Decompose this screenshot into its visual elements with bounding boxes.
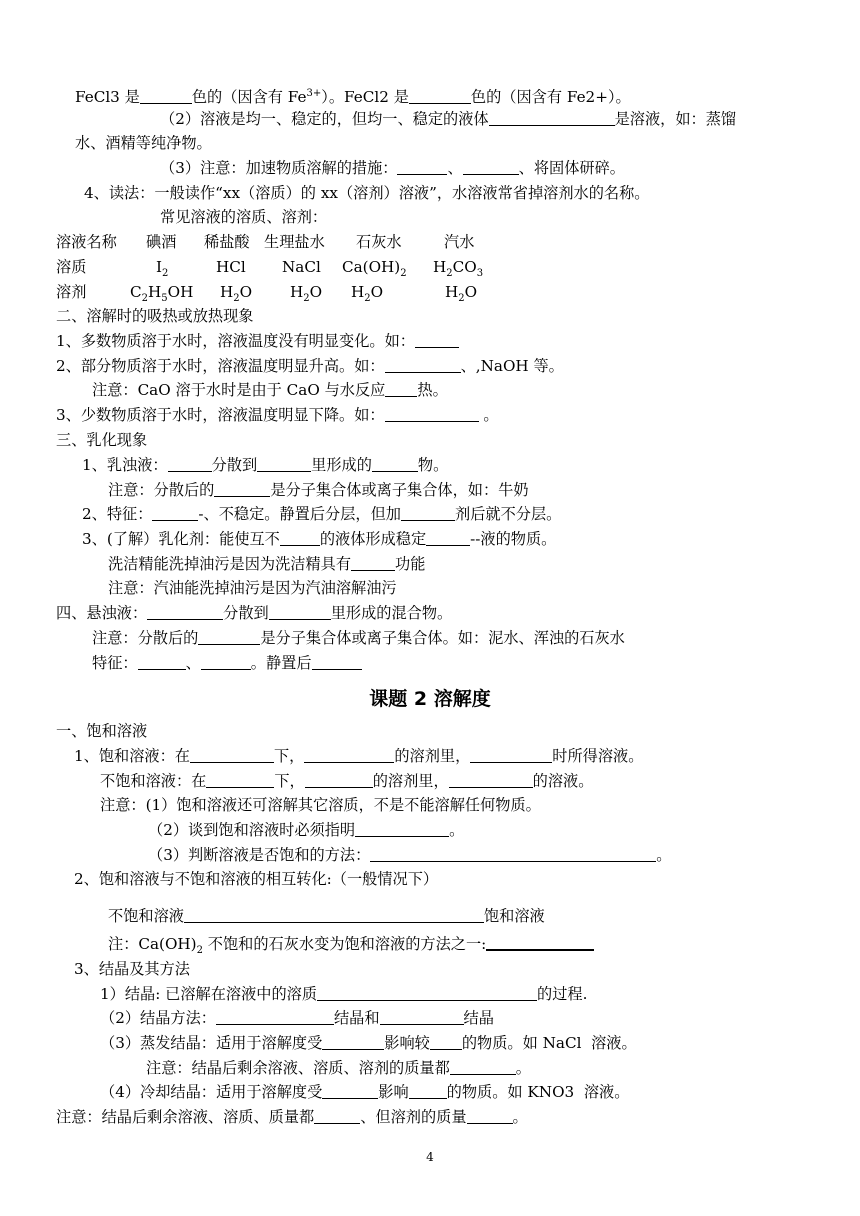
page-number: 4 — [426, 1150, 434, 1164]
blank[interactable] — [216, 1009, 334, 1025]
line: 2、部分物质溶于水时，溶液温度明显升高。如： 、,NaOH 等。 — [56, 357, 564, 375]
blank[interactable] — [140, 88, 192, 104]
blank[interactable] — [385, 357, 461, 373]
blank[interactable] — [152, 505, 198, 521]
line: 不饱和溶液 饱和溶液 — [108, 907, 545, 925]
table-cell: $C_2H_5OH$ — [130, 283, 194, 305]
blank[interactable] — [355, 821, 449, 837]
table-cell: $H_2O$ — [351, 283, 384, 305]
line: 2、特征： -、不稳定。静置后分层，但加 剂后就不分层。 — [82, 505, 562, 523]
blank[interactable] — [489, 110, 615, 126]
line: 注意：结晶后剩余溶液、溶质、溶剂的质量都 。 — [146, 1059, 531, 1077]
line: （3）蒸发结晶：适用于溶解度受 影响较 的物质。如 NaCl 溶液。 — [100, 1034, 637, 1052]
blank[interactable] — [401, 505, 455, 521]
table-cell: 碘酒 — [146, 233, 177, 251]
section-heading: 二、溶解时的吸热或放热现象 — [56, 307, 254, 325]
blank[interactable] — [385, 406, 479, 422]
blank[interactable] — [147, 604, 223, 620]
line: 注意：分散后的 是分子集合体或离子集合体，如：牛奶 — [108, 481, 529, 499]
section-heading: 四、悬浊液： 分散到 里形成的混合物。 — [56, 604, 453, 622]
line: 洗洁精能洗掉油污是因为洗洁精具有 功能 — [108, 555, 426, 573]
line: 1）结晶: 已溶解在溶液中的溶质 的过程. — [100, 985, 588, 1003]
line: 注意：(1）饱和溶液还可溶解其它溶质，不是不能溶解任何物质。 — [100, 796, 541, 814]
line-fecl3: FeCl3 是 色的（因含有 $Fe^{3+}$）。FeCl2 是 色的（因含有 Fe2+）。 — [75, 88, 631, 107]
blank[interactable] — [138, 654, 186, 670]
blank[interactable] — [305, 772, 373, 788]
blank[interactable] — [463, 159, 519, 175]
blank[interactable] — [372, 456, 418, 472]
line-6: 常见溶液的溶质、溶剂： — [160, 208, 328, 226]
table-cell: NaCl — [282, 258, 321, 276]
blank[interactable] — [280, 530, 320, 546]
line: （3）判断溶液是否饱和的方法： 。 — [148, 846, 672, 864]
table-cell: 生理盐水 — [264, 233, 325, 251]
blank[interactable] — [214, 481, 270, 497]
blank[interactable] — [312, 654, 362, 670]
line: 特征： 、 。静置后 — [92, 653, 362, 673]
blank[interactable] — [206, 772, 274, 788]
line: 注意：分散后的 是分子集合体或离子集合体。如：泥水、浑浊的石灰水 — [92, 629, 625, 647]
section-heading: 三、乳化现象 — [56, 431, 148, 449]
table-cell: 汽水 — [444, 233, 475, 251]
blank[interactable] — [351, 555, 395, 571]
blank[interactable] — [269, 604, 331, 620]
line: 注意：汽油能洗掉油污是因为汽油溶解油污 — [108, 579, 397, 597]
blank[interactable] — [304, 747, 394, 763]
line-2: （2）溶液是均一、稳定的，但均一、稳定的液体 是溶液，如：蒸馏 — [160, 110, 737, 128]
blank[interactable] — [317, 985, 537, 1001]
line: 2、饱和溶液与不饱和溶液的相互转化:（一般情况下） — [74, 870, 439, 888]
table-cell: $H_2O$ — [220, 283, 253, 305]
line: 3、结晶及其方法 — [74, 960, 190, 978]
blank[interactable] — [184, 907, 484, 923]
table-cell: $H_2O$ — [290, 283, 323, 305]
blank[interactable] — [168, 456, 212, 472]
blank[interactable] — [467, 1108, 513, 1124]
blank[interactable] — [449, 772, 533, 788]
blank[interactable] — [370, 846, 656, 862]
blank[interactable] — [190, 747, 274, 763]
table-cell: 溶剂 — [56, 283, 87, 301]
blank[interactable] — [380, 1009, 464, 1025]
line: 注：$Ca(OH)_2$ 不饱和的石灰水变为饱和溶液的方法之一: — [108, 934, 594, 961]
blank[interactable] — [198, 629, 260, 645]
line: 3、(了解）乳化剂：能使互不 的液体形成稳定 --液的物质。 — [82, 530, 557, 548]
line: 不饱和溶液：在 下， 的溶剂里， 的溶液。 — [100, 772, 594, 790]
line: 3、少数物质溶于水时，溶液温度明显下降。如： 。 — [56, 406, 499, 424]
blank[interactable] — [322, 1034, 384, 1050]
blank[interactable] — [397, 159, 447, 175]
line: 1、乳浊液： 分散到 里形成的 物。 — [82, 456, 449, 474]
table-cell: $H_2O$ — [445, 283, 478, 305]
blank[interactable] — [486, 934, 594, 951]
line: 1、饱和溶液：在 下， 的溶剂里， 时所得溶液。 — [74, 747, 644, 765]
section-heading: 一、饱和溶液 — [56, 722, 148, 740]
table-cell: 溶质 — [56, 258, 87, 276]
blank[interactable] — [409, 1083, 447, 1099]
blank[interactable] — [415, 332, 459, 348]
line-3: 水、酒精等纯净物。 — [75, 134, 212, 152]
table-cell: 溶液名称 — [56, 233, 117, 251]
blank[interactable] — [430, 1034, 462, 1050]
blank[interactable] — [426, 530, 470, 546]
table-cell: $Ca(OH)_2$ — [342, 258, 407, 280]
table-solvent-row — [56, 282, 656, 305]
section-title: 课题 2 溶解度 — [369, 688, 491, 710]
line-5: 4、读法：一般读作“xx（溶质）的 xx（溶剂）溶液”，水溶液常省掉溶剂水的名称。 — [84, 184, 650, 202]
line: 注意：结晶后剩余溶液、溶质、质量都 、但溶剂的质量 。 — [56, 1108, 528, 1126]
blank[interactable] — [450, 1059, 516, 1075]
table-header-row — [56, 232, 656, 252]
line-4: （3）注意：加速物质溶解的措施： 、 、将固体研碎。 — [160, 159, 625, 177]
blank[interactable] — [257, 456, 311, 472]
table-cell: HCl — [216, 258, 246, 276]
table-solute-row — [56, 257, 656, 280]
line: （2）结晶方法： 结晶和 结晶 — [100, 1009, 494, 1027]
blank[interactable] — [201, 654, 251, 670]
table-cell: $H_2CO_3$ — [433, 258, 484, 280]
line: 1、多数物质溶于水时，溶液温度没有明显变化。如： — [56, 331, 459, 351]
line: （4）冷却结晶：适用于溶解度受 影响 的物质。如 KNO3 溶液。 — [100, 1083, 630, 1101]
table-cell: $I_2$ — [156, 258, 169, 280]
blank[interactable] — [470, 747, 552, 763]
blank[interactable] — [385, 381, 417, 397]
blank[interactable] — [409, 88, 471, 104]
table-cell: 石灰水 — [356, 233, 402, 251]
line: 注意：CaO 溶于水时是由于 CaO 与水反应 热。 — [92, 381, 448, 399]
line: （2）谈到饱和溶液时必须指明 。 — [148, 821, 465, 839]
table-cell: 稀盐酸 — [204, 233, 250, 251]
blank[interactable] — [314, 1108, 360, 1124]
blank[interactable] — [322, 1083, 378, 1099]
